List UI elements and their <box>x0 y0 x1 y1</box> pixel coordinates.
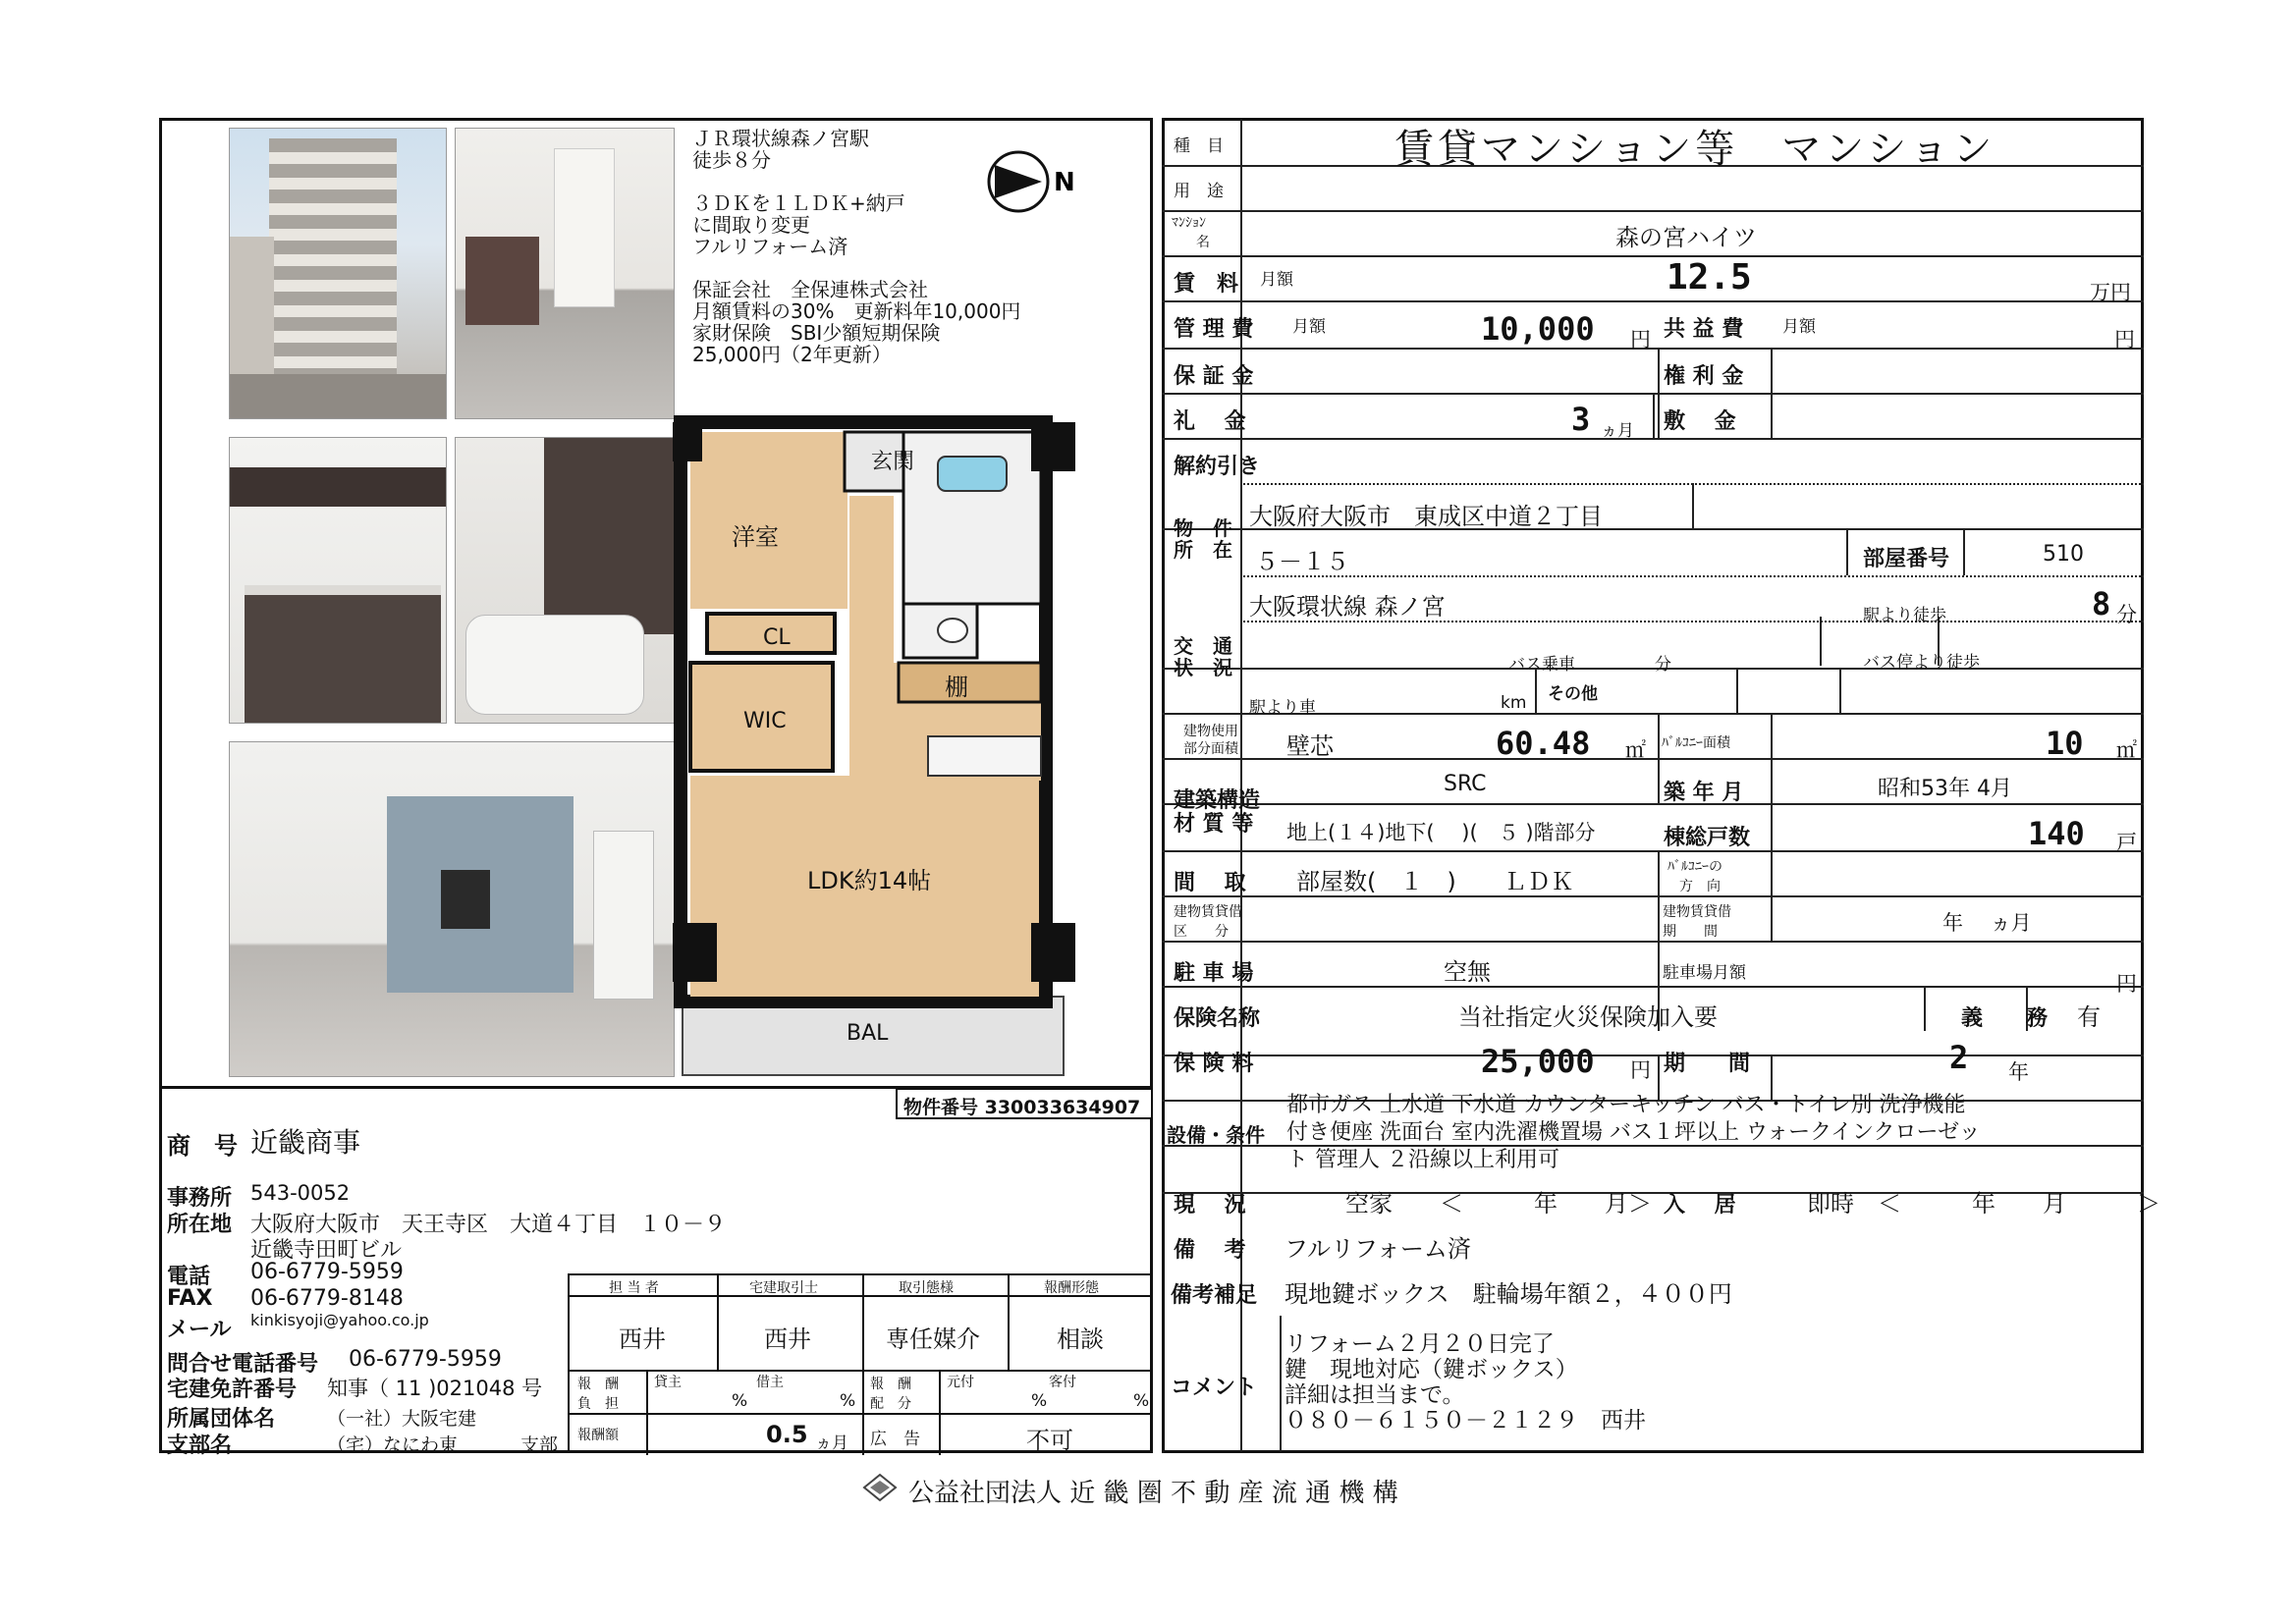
ad-value: 不可 <box>1026 1427 1073 1454</box>
car-km: km <box>1501 693 1527 713</box>
fee-burden-label-2: 負 担 <box>577 1396 619 1412</box>
balcony-direction-label-2: 方 向 <box>1679 879 1721 894</box>
built-value: 昭和53年 4月 <box>1878 777 2012 801</box>
lease-type-label-2: 区 分 <box>1174 924 1229 940</box>
photo-living-room <box>229 741 675 1077</box>
mgmt-fee-unit: 円 <box>1630 328 1651 352</box>
notes-insurance-2: 25,000円（2年更新） <box>692 343 892 366</box>
guest-pct: % <box>1133 1391 1150 1411</box>
balcony-direction-label-1: ﾊﾞﾙｺﾆｰの <box>1667 859 1722 875</box>
traffic-label-2: 状 況 <box>1174 656 1232 679</box>
comment-line-2: 鍵 現地対応（鍵ボックス） <box>1285 1357 1578 1382</box>
layout-label: 間 取 <box>1174 871 1246 895</box>
balcony-area-label: ﾊﾞﾙｺﾆｰ面積 <box>1662 735 1730 751</box>
walk-label: 駅より徒歩 <box>1863 606 1946 625</box>
floorplan-western-room: 洋室 <box>732 523 779 551</box>
traffic-label-1: 交 通 <box>1174 634 1232 658</box>
floorplan-shelf: 棚 <box>945 674 968 701</box>
bus-label: バス乗車 <box>1508 655 1575 675</box>
location-address: 大阪府大阪市 東成区中道２丁目 <box>1249 503 1603 530</box>
location-label-2: 所 在 <box>1174 538 1232 562</box>
floor-plan <box>673 388 1095 1080</box>
lease-type-label-1: 建物賃貸借 <box>1174 904 1242 920</box>
notes-remodel-3: フルリフォーム済 <box>692 235 848 258</box>
property-number-box <box>896 1088 1153 1119</box>
company-address: 大阪府大阪市 天王寺区 大道４丁目 １０－９ <box>250 1213 727 1237</box>
duty-value: 有 <box>2077 1003 2101 1031</box>
insurance-period-label: 期 間 <box>1664 1052 1751 1076</box>
rent-label: 賃 料 <box>1174 272 1239 297</box>
company-tel: 06-6779-5959 <box>250 1260 404 1284</box>
ad-label: 広 告 <box>870 1430 920 1449</box>
common-monthly-label: 月額 <box>1782 317 1816 337</box>
fee-amount: 0.5 <box>766 1421 808 1448</box>
company-fax: 06-6779-8148 <box>250 1286 404 1311</box>
lease-period-value: 年 ヵ月 <box>1942 911 2032 935</box>
cancel-label: 解約引き <box>1174 455 1261 479</box>
agent-fee-type: 相談 <box>1057 1325 1104 1353</box>
lessor-pct: % <box>732 1391 748 1411</box>
agent-header-person: 担 当 者 <box>609 1280 659 1296</box>
mgmt-fee-label: 管 理 費 <box>1174 317 1254 342</box>
insurance-fee-value: 25,000 <box>1481 1043 1595 1080</box>
license-number: 知事（ 11 )021048 号 <box>327 1377 543 1400</box>
fee-amount-label: 報酬額 <box>577 1428 619 1443</box>
mgmt-fee-value: 10,000 <box>1481 310 1595 348</box>
north-arrow-icon <box>987 147 1075 216</box>
bus-stop-walk-label: バス停より徒歩 <box>1863 653 1980 673</box>
notes-walk: 徒歩８分 <box>692 148 771 172</box>
floors-value: 地上(１４)地下( )( ５ )階部分 <box>1286 821 1596 844</box>
agent-person: 西井 <box>619 1325 666 1353</box>
comment-label: コメント <box>1171 1376 1258 1400</box>
location-label-1: 物 件 <box>1174 516 1232 540</box>
svg-text:N: N <box>1054 168 1075 197</box>
notes-remodel-2: に間取り変更 <box>692 213 810 237</box>
office-label: 事務所 <box>167 1186 233 1211</box>
rent-value: 12.5 <box>1667 257 1752 298</box>
lessee-pct: % <box>840 1391 856 1411</box>
fee-amount-unit: ヵ月 <box>815 1434 848 1453</box>
fee-share-label-1: 報 酬 <box>870 1377 911 1392</box>
common-fee-label: 共 益 費 <box>1664 317 1744 342</box>
photo-kitchen-room <box>455 128 675 419</box>
remarks-supplement-label: 備考補足 <box>1171 1283 1258 1308</box>
area-value: 60.48 <box>1496 725 1591 762</box>
line-station: 大阪環状線 森ノ宮 <box>1249 593 1446 621</box>
property-number: 物件番号 330033634907 <box>903 1097 1141 1118</box>
type-value: 賃貸マンション等 マンション <box>1394 127 1996 172</box>
address-label: 所在地 <box>167 1213 233 1237</box>
bus-minute: 分 <box>1655 655 1671 675</box>
trade-name-label: 商 号 <box>167 1132 238 1160</box>
agent-header-broker: 宅建取引士 <box>749 1280 818 1296</box>
remarks-label: 備 考 <box>1174 1238 1246 1263</box>
notes-guarantee-2: 月額賃料の30% 更新料年10,000円 <box>692 299 1021 323</box>
area-unit: ㎡ <box>1625 738 1646 762</box>
photo-kitchen-counter <box>229 437 447 724</box>
comment-line-1: リフォーム２月２０日完了 <box>1285 1331 1555 1357</box>
reikin-label: 礼 金 <box>1174 409 1246 434</box>
remarks-value: フルリフォーム済 <box>1285 1235 1471 1263</box>
branch-label: 支部名 <box>167 1434 233 1458</box>
structure-label-2: 材 質 等 <box>1174 812 1254 837</box>
area-type: 壁芯 <box>1286 732 1334 760</box>
fee-share-label-2: 配 分 <box>870 1396 911 1412</box>
insurance-period-unit: 年 <box>2008 1060 2029 1084</box>
equipment-line-1: 都市ガス 上水道 下水道 カウンターキッチン バス・トイレ別 洗浄機能 <box>1286 1093 1966 1117</box>
comment-line-3: 詳細は担当まで。 <box>1285 1382 1465 1408</box>
company-mail[interactable]: kinkisyoji@yahoo.co.jp <box>250 1311 429 1329</box>
walk-unit: 分 <box>2116 603 2137 626</box>
built-label: 築 年 月 <box>1664 781 1744 805</box>
key-money-label: 権 利 金 <box>1664 364 1744 389</box>
units-value: 140 <box>2028 815 2085 852</box>
mansion-name: 森の宮ハイツ <box>1615 224 1757 251</box>
floorplan-closet: CL <box>763 625 791 650</box>
agent-header-transaction: 取引態様 <box>899 1280 954 1296</box>
notes-remodel-1: ３ＤＫを１ＬＤＫ+納戸 <box>692 191 905 215</box>
parking-label: 駐 車 場 <box>1174 961 1254 986</box>
area-label-1: 建物使用 <box>1183 724 1238 739</box>
insurance-name-value: 当社指定火災保険加入要 <box>1458 1003 1718 1031</box>
fax-label: FAX <box>167 1286 213 1311</box>
move-in-label: 入 居 <box>1664 1193 1736 1217</box>
association-name: （一社）大阪宅建 <box>327 1408 477 1430</box>
equipment-line-2: 付き便座 洗面台 室内洗濯機置場 バス１坪以上 ウォークインクローゼッ <box>1286 1120 1981 1145</box>
agent-broker: 西井 <box>764 1325 811 1353</box>
remarks-supplement-value: 現地鍵ボックス 駐輪場年額２，４００円 <box>1285 1280 1732 1308</box>
parking-fee-label: 駐車場月額 <box>1663 963 1746 983</box>
duty-label: 義 務 <box>1961 1006 2049 1031</box>
structure-label-1: 建築構造 <box>1174 788 1261 813</box>
insurance-name-label: 保険名称 <box>1174 1006 1261 1031</box>
mail-label: メール <box>167 1318 232 1342</box>
guest-label: 客付 <box>1049 1375 1076 1390</box>
status-label: 現 況 <box>1174 1193 1246 1217</box>
tel-label: 電話 <box>167 1265 211 1289</box>
organization-logo <box>862 1473 898 1502</box>
rent-unit: 万円 <box>2090 281 2131 304</box>
mgmt-monthly-label: 月額 <box>1292 317 1326 337</box>
origin-pct: % <box>1031 1391 1048 1411</box>
floorplan-balcony: BAL <box>847 1021 889 1046</box>
use-label: 用 途 <box>1174 182 1224 201</box>
name-label-2: 名 <box>1196 235 1210 250</box>
postal-code: 543-0052 <box>250 1181 351 1205</box>
parking-value: 空無 <box>1444 958 1491 986</box>
notes-insurance-1: 家財保険 SBI少額短期保険 <box>692 321 941 345</box>
floorplan-ldk: LDK約14帖 <box>807 867 932 894</box>
status-value: 空家 ＜ 年 月＞ <box>1345 1190 1652 1217</box>
insurance-fee-unit: 円 <box>1630 1058 1651 1082</box>
footer-organization: 公益社団法人 近 畿 圏 不 動 産 流 通 機 構 <box>908 1479 1398 1508</box>
agent-table <box>568 1273 1153 1453</box>
comment-label-divider <box>1280 1316 1282 1451</box>
balcony-area: 10 <box>2046 725 2084 762</box>
branch-name: （宅）なにわ東 <box>327 1434 459 1456</box>
structure-value: SRC <box>1444 772 1487 796</box>
photo-bathroom <box>455 437 675 724</box>
branch-suffix: 支部 <box>520 1434 559 1456</box>
insurance-fee-label: 保 険 料 <box>1174 1052 1254 1076</box>
association-label: 所属団体名 <box>167 1407 276 1432</box>
balcony-area-unit: ㎡ <box>2116 738 2137 762</box>
insurance-period-value: 2 <box>1949 1039 1969 1076</box>
equipment-label: 設備・条件 <box>1167 1123 1265 1147</box>
notes-station: ＪＲ環状線森ノ宮駅 <box>692 127 869 150</box>
walk-value: 8 <box>2092 585 2111 622</box>
inquiry-label: 問合せ電話番号 <box>167 1352 319 1377</box>
inquiry-number: 06-6779-5959 <box>349 1347 502 1372</box>
lease-period-label-2: 期 間 <box>1663 924 1718 940</box>
agent-header-fee: 報酬形態 <box>1044 1280 1099 1296</box>
common-fee-unit: 円 <box>2114 328 2135 352</box>
reikin-value: 3 <box>1571 401 1591 438</box>
origin-label: 元付 <box>947 1375 974 1390</box>
room-number-label: 部屋番号 <box>1863 547 1950 571</box>
company-building: 近畿寺田町ビル <box>250 1238 403 1263</box>
deposit-label: 保 証 金 <box>1174 364 1254 389</box>
comment-line-4: ０８０－６１５０－２１２９ 西井 <box>1285 1408 1646 1434</box>
license-label: 宅建免許番号 <box>167 1378 298 1402</box>
equipment-line-3: ト 管理人 ２沿線以上利用可 <box>1286 1148 1559 1172</box>
lessor-label: 貸主 <box>654 1375 682 1390</box>
move-in-value: 即時 ＜ 年 月 ＞ <box>1807 1190 2160 1217</box>
area-label-2: 部分面積 <box>1183 741 1238 757</box>
other-label: その他 <box>1548 684 1598 704</box>
parking-fee-unit: 円 <box>2116 972 2137 996</box>
car-label: 駅より車 <box>1249 698 1316 718</box>
photo-building-exterior <box>229 128 447 419</box>
layout-value: 部屋数( １ ) ＬＤＫ <box>1296 868 1574 895</box>
shikikin-label: 敷 金 <box>1664 409 1736 434</box>
rent-monthly-label: 月額 <box>1260 270 1293 290</box>
floorplan-wic: WIC <box>743 709 787 733</box>
left-company-divider <box>159 1086 1153 1089</box>
units-label: 棟総戸数 <box>1664 826 1751 850</box>
type-label: 種 目 <box>1174 136 1224 156</box>
lessee-label: 借主 <box>756 1375 784 1390</box>
fee-burden-label-1: 報 酬 <box>577 1377 619 1392</box>
name-label-1: ﾏﾝｼｮﾝ <box>1172 215 1206 231</box>
reikin-unit: ヵ月 <box>1601 421 1634 441</box>
room-number: 510 <box>2043 542 2084 567</box>
trade-name: 近畿商事 <box>250 1126 361 1159</box>
lease-period-label-1: 建物賃貸借 <box>1663 904 1731 920</box>
location-block: ５－１５ <box>1255 548 1349 575</box>
notes-guarantee-1: 保証会社 全保連株式会社 <box>692 278 928 301</box>
agent-transaction: 専任媒介 <box>886 1325 980 1353</box>
units-unit: 戸 <box>2116 831 2137 854</box>
floorplan-entrance: 玄関 <box>871 450 915 474</box>
